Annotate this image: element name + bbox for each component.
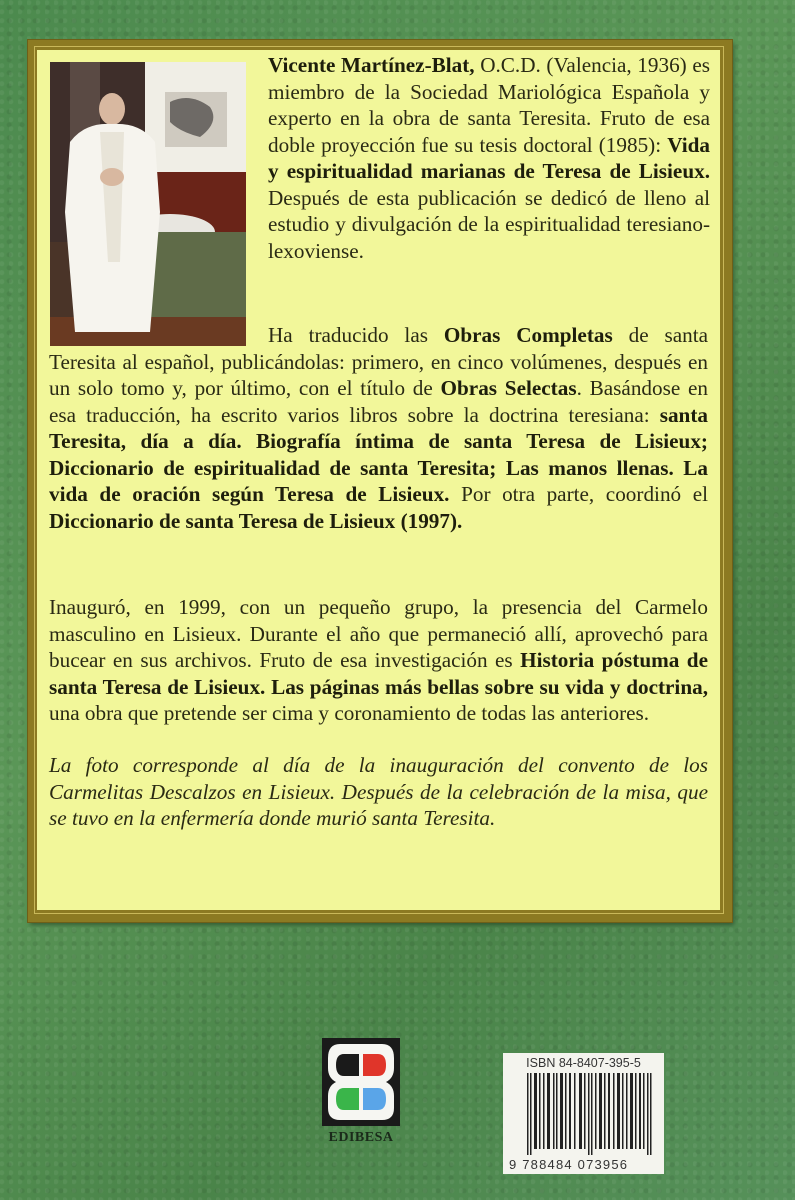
isbn-label: ISBN 84-8407-395-5 xyxy=(526,1056,641,1070)
book-title: Historia póstuma de santa Teresa de Lisieux. Las páginas más bellas sobre su vida y doctrina, xyxy=(49,648,708,699)
bio-paragraph-3 xyxy=(49,594,708,727)
book-title: santa Teresita, día a día. Biografía íntima de santa Teresa de Lisieux; Diccionario de espiritualidad de santa Teresita; Las manos llenas. La vida de oración según Teresa de Lisieux. xyxy=(49,402,708,506)
edibesa-logo-graphic xyxy=(322,1038,400,1126)
author-bio-panel xyxy=(37,50,720,910)
bio-text-span: una obra que pretende ser cima y coronamiento de todas las anteriores. xyxy=(49,701,650,725)
bio-text-span: Ha traducido las xyxy=(268,323,444,347)
book-title: Diccionario de santa Teresa de Lisieux (1997). xyxy=(49,508,463,533)
author-name: Vicente Martínez-Blat, xyxy=(268,53,475,77)
bio-paragraph-1 xyxy=(268,52,710,264)
bio-paragraph-2 xyxy=(49,322,708,534)
bio-text-span: Por otra parte, coordinó el xyxy=(449,482,708,506)
book-title: Vida y espiritualidad marianas de Teresa de Lisieux. xyxy=(268,132,710,183)
bio-text-span: Después de esta publicación se dedicó de lleno al estudio y divulgación de la espiritualidad teresiano-lexoviense. xyxy=(268,185,710,263)
publisher-name: EDIBESA xyxy=(328,1130,394,1145)
author-photo-image xyxy=(50,62,246,346)
bio-text-span: O.C.D. (Valencia, 1936) es miembro de la Sociedad Mariológica Española y experto en la obra de santa Teresita. Fruto de esa doble proyección fue su tesis doctoral (1985): xyxy=(268,53,710,157)
barcode-icon xyxy=(527,1073,655,1155)
bio-text-span: de santa Teresita al español, publicándolas: primero, en cinco volúmenes, después en un solo tomo y, por último, con el título de xyxy=(49,323,708,400)
bio-text-span: . Basándose en esa traducción, ha escrito varios libros sobre la doctrina teresiana: xyxy=(49,376,708,427)
isbn-barcode xyxy=(503,1053,664,1174)
book-title: Obras Completas xyxy=(443,323,613,347)
edibesa-logo-icon xyxy=(322,1038,400,1126)
bio-text-span: Inauguró, en 1999, con un pequeño grupo, la presencia del Carmelo masculino en Lisieux. Durante el año que permaneció allí, aprovechó para bucear en sus archivos. Fruto de esa investigación es xyxy=(49,595,708,672)
ean-number: 9 788484 073956 xyxy=(509,1157,629,1172)
photo-caption: La foto corresponde al día de la inauguración del convento de los Carmelitas Descalzos en Lisieux. Después de la celebración de la misa, que se tuvo en la enfermería donde murió santa Teresita. xyxy=(49,753,708,830)
author-photo xyxy=(50,62,246,346)
book-title: Obras Selectas xyxy=(440,376,577,400)
